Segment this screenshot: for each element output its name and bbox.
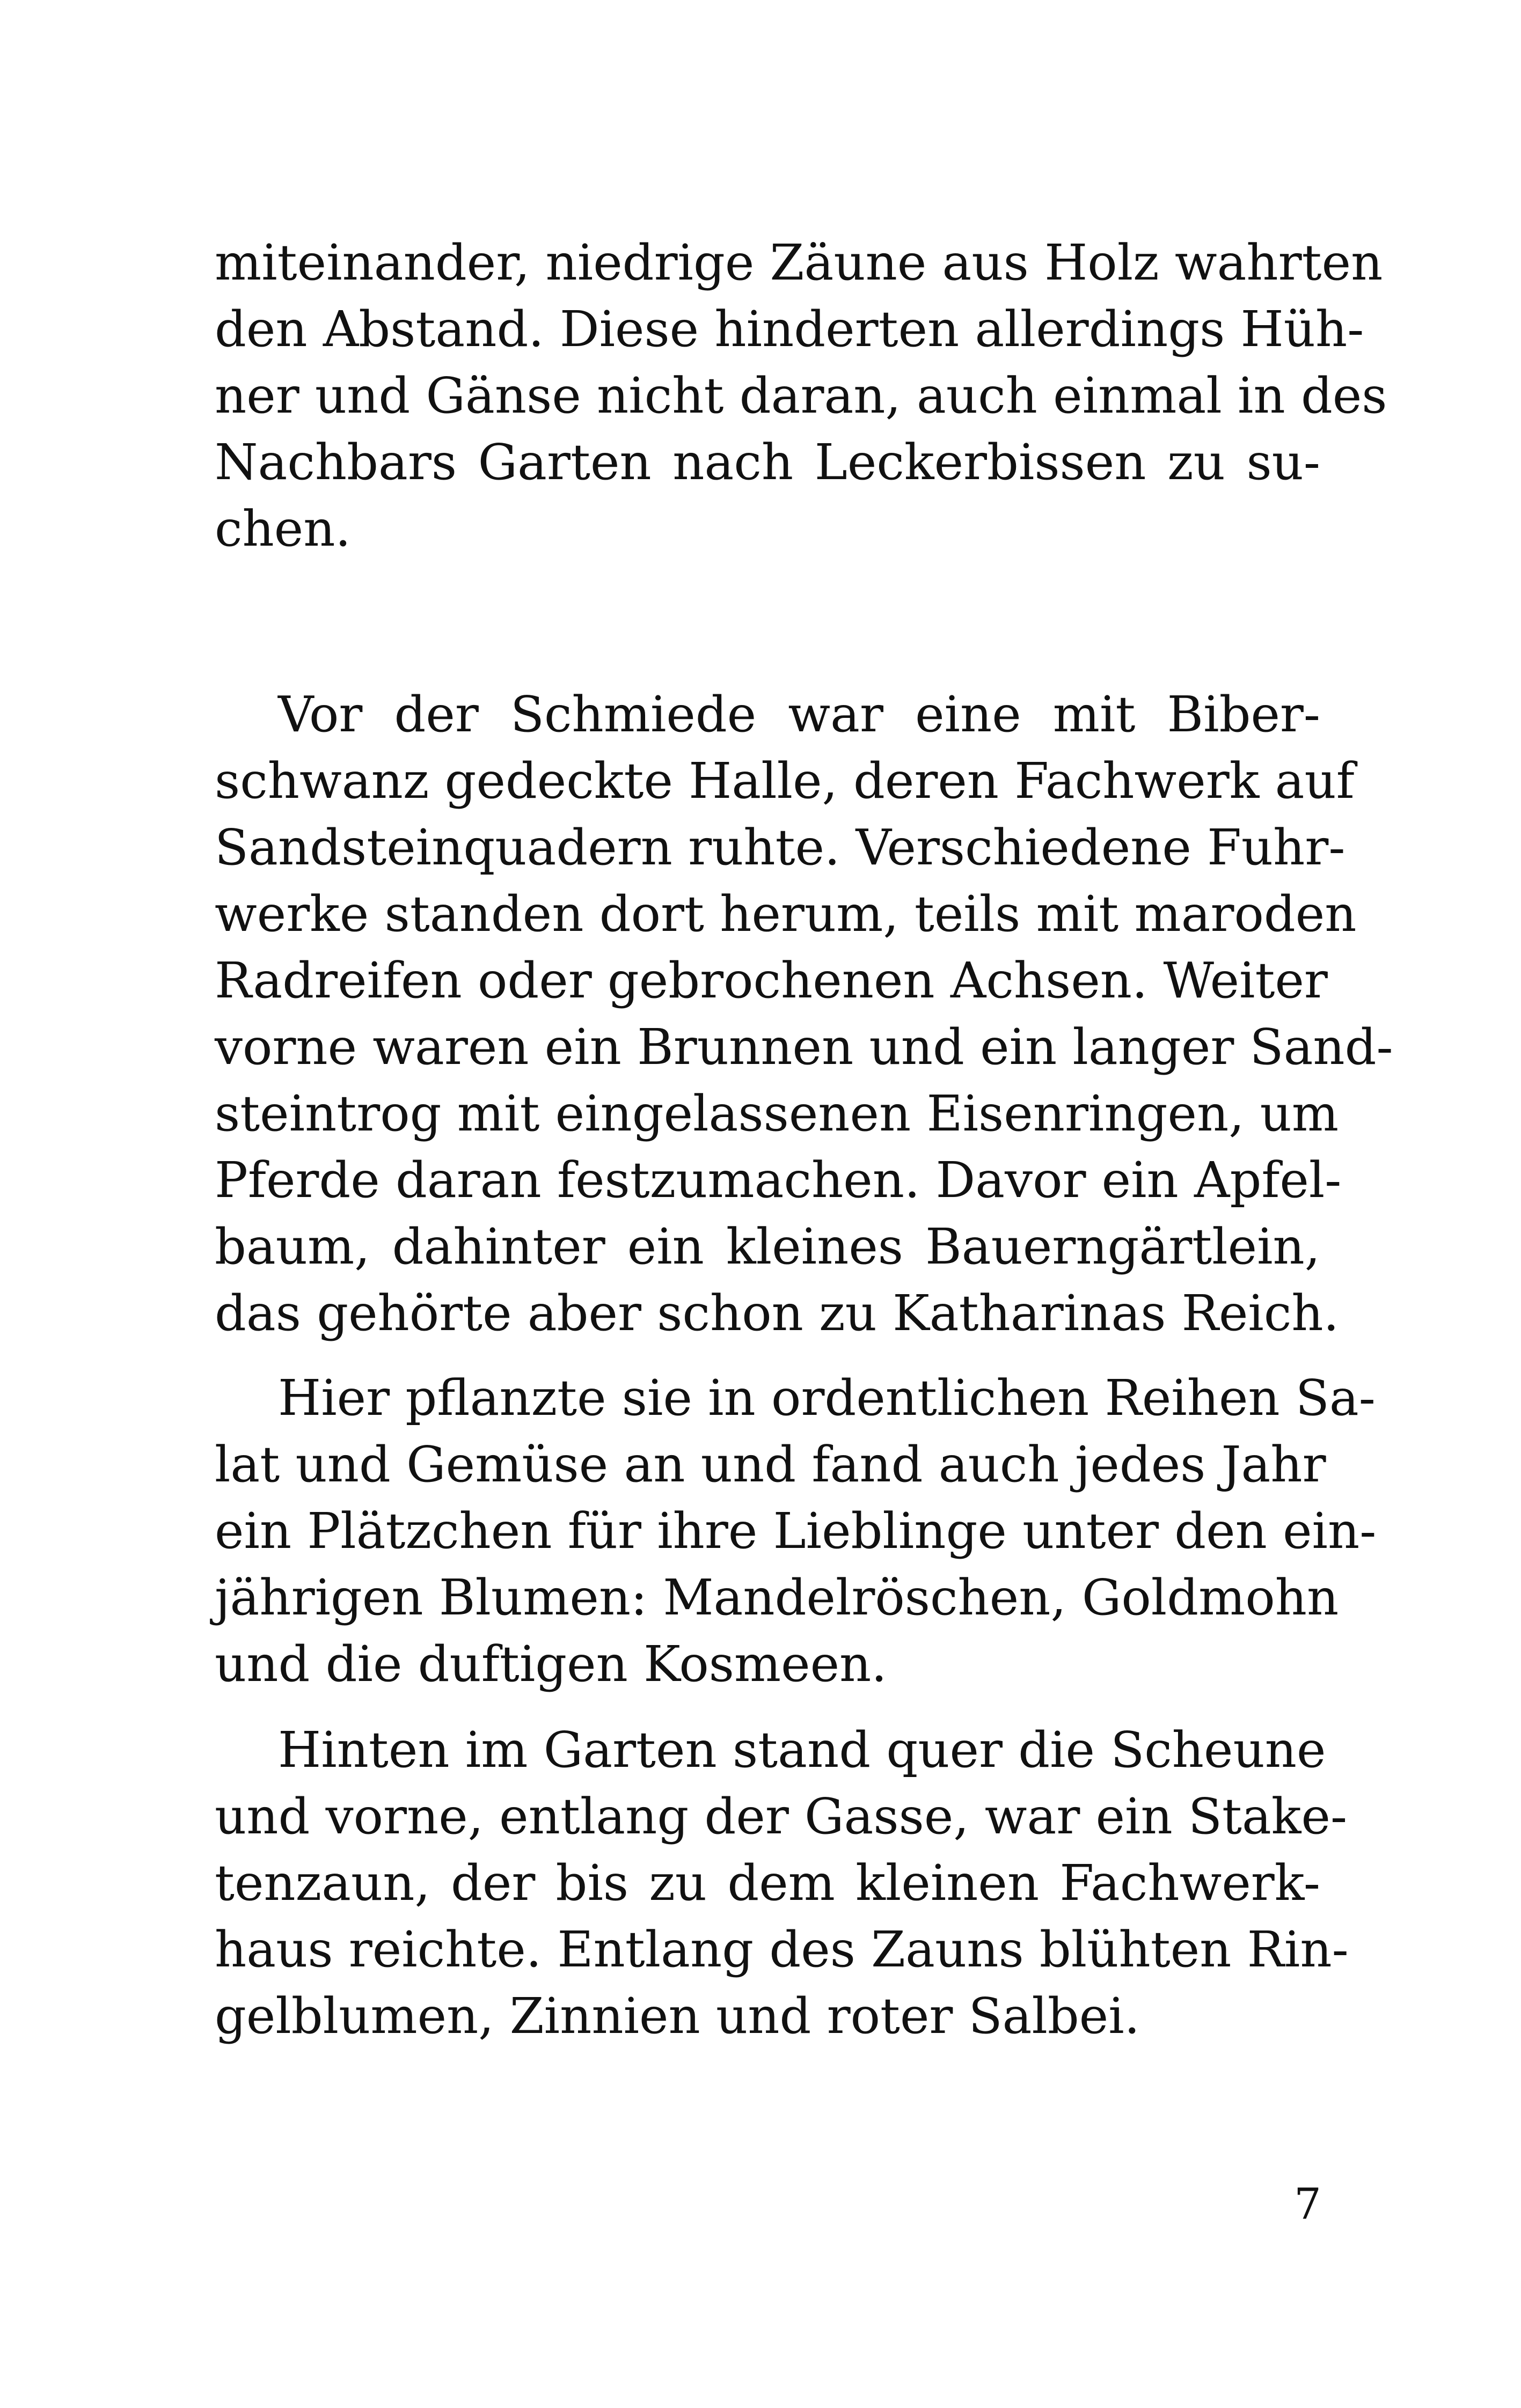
text-line: werke standen dort herum, teils mit maroden <box>215 885 1357 943</box>
text-line: Hinten im Garten stand quer die Scheune <box>278 1721 1326 1779</box>
text-line: chen. <box>215 500 351 557</box>
text-line: steintrog mit eingelassenen Eisenringen, um <box>215 1085 1339 1142</box>
text-line: gelblumen, Zinnien und roter Salbei. <box>215 1987 1140 2045</box>
text-line: Vor der Schmiede war eine mit Biber- <box>278 686 1320 743</box>
text-line: ner und Gänse nicht daran, auch einmal in des <box>215 367 1387 424</box>
text-line: lat und Gemüse an und fand auch jedes Jahr <box>215 1436 1326 1493</box>
text-line: und die duftigen Kosmeen. <box>215 1635 887 1693</box>
paragraph-continuation <box>215 230 1387 562</box>
text-line: Sandsteinquadern ruhte. Verschiedene Fuhr- <box>215 819 1346 876</box>
paragraph <box>215 1717 1349 2050</box>
paragraph <box>215 1365 1377 1698</box>
text-line: Radreifen oder gebrochenen Achsen. Weiter <box>215 952 1328 1009</box>
text-line: jährigen Blumen: Mandelröschen, Goldmohn <box>215 1569 1339 1626</box>
text-line: ein Plätzchen für ihre Lieblinge unter den ein- <box>215 1502 1377 1560</box>
text-line: miteinander, niedrige Zäune aus Holz wahrten <box>215 234 1383 291</box>
paragraph <box>215 681 1393 1347</box>
text-line: haus reichte. Entlang des Zauns blühten Rin- <box>215 1921 1349 1978</box>
text-line: das gehörte aber schon zu Katharinas Reich. <box>215 1284 1339 1342</box>
text-line: den Abstand. Diese hinderten allerdings Hüh- <box>215 300 1364 358</box>
text-line: vorne waren ein Brunnen und ein langer Sand- <box>215 1018 1393 1076</box>
text-line: Pferde daran festzumachen. Davor ein Apfel- <box>215 1151 1342 1209</box>
text-line: schwanz gedeckte Halle, deren Fachwerk auf <box>215 752 1355 810</box>
page-number: 7 <box>1294 2179 1321 2229</box>
text-line: und vorne, entlang der Gasse, war ein Stake- <box>215 1788 1348 1845</box>
text-line: tenzaun, der bis zu dem kleinen Fachwerk- <box>215 1854 1320 1912</box>
text-line: baum, dahinter ein kleines Bauerngärtlein, <box>215 1218 1320 1275</box>
text-line: Hier pflanzte sie in ordentlichen Reihen Sa- <box>278 1369 1376 1427</box>
text-line: Nachbars Garten nach Leckerbissen zu su- <box>215 434 1320 491</box>
